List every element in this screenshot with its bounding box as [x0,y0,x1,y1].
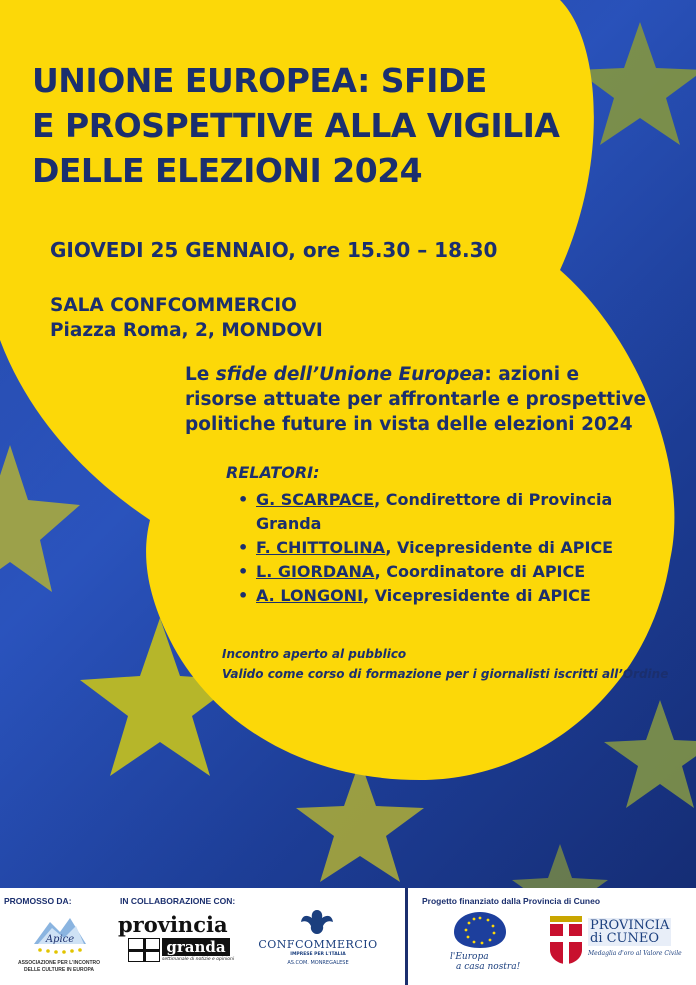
speaker-name[interactable]: F. CHITTOLINA [256,538,386,557]
venue-name: SALA CONFCOMMERCIO [50,295,297,316]
apice-caption: ASSOCIAZIONE PER L'INCONTRO DELLE CULTURE IN EUROPA [17,960,101,973]
title-line: E PROSPETTIVE ALLA VIGILIA [32,106,560,145]
title-line: DELLE ELEZIONI 2024 [32,151,423,190]
speaker-name[interactable]: L. GIORDANA [256,562,375,581]
granda-sub: settimanale di notizie e opinioni [162,957,235,962]
speaker-role: , Vicepresidente di APICE [385,538,614,557]
event-date: GIOVEDI 25 GENNAIO, ore 15.30 – 18.30 [50,238,498,262]
shield-icon [128,938,160,962]
cuneo-sub: Medaglia d'oro al Valore Civile [588,950,682,957]
event-venue [50,293,323,343]
footer-divider [405,888,408,985]
title-line: UNIONE EUROPEA: SFIDE [32,61,487,100]
note-line: Valido come corso di formazione per i giornalisti iscritti all’Ordine [222,667,669,681]
sponsor-footer [0,888,696,985]
confcommercio-sub2: AS.COM. MONREGALESE [287,960,349,966]
speaker-name[interactable]: A. LONGONI [256,586,364,605]
note-line: Incontro aperto al pubblico [222,647,407,661]
europa-casa-text: l'Europa a casa nostra! [450,952,521,972]
speaker-role: , Vicepresidente di APICE [363,586,591,605]
promosso-label: PROMOSSO DA: [4,896,72,906]
topic-italic: sfide dell’Unione Europea [215,364,485,385]
event-notes [222,644,668,684]
collab-label: IN COLLABORAZIONE CON: [120,896,236,906]
confcommercio-sub: IMPRESE PER L'ITALIA [290,952,346,957]
cuneo-crest-icon [546,914,586,966]
provincia-granda-logo: provincia [118,912,228,937]
list-item [236,536,616,560]
speaker-role: , Coordinatore di APICE [374,562,586,581]
venue-address: Piazza Roma, 2, MONDOVI [50,320,323,341]
relatori-heading: RELATORI: [226,463,320,482]
eagle-icon [300,906,334,936]
topic-pre: Le [185,364,216,385]
provincia-cuneo-logo: PROVINCIA di CUNEO [590,918,670,946]
speaker-name[interactable]: G. SCARPACE [256,490,375,509]
confcommercio-logo: CONFCOMMERCIO [258,938,378,951]
list-item [236,584,616,608]
topic-post: : azioni e risorse attuate per affrontarle e prospettive politiche future in vista delle elezioni 2024 [185,364,647,435]
speaker-list [236,488,616,608]
event-topic [185,362,655,437]
svg-text:Apice: Apice [45,934,75,945]
granda-label: granda [162,938,230,956]
speaker-role: , Condirettore di Provincia Granda [256,490,613,533]
page-title [32,58,612,193]
apice-logo [30,912,90,954]
relatori-label: RELATORI [226,463,314,482]
list-item [236,488,616,536]
europa-casa-logo [450,910,510,950]
list-item [236,560,616,584]
finanziato-label: Progetto finanziato dalla Provincia di Cuneo [422,896,601,906]
